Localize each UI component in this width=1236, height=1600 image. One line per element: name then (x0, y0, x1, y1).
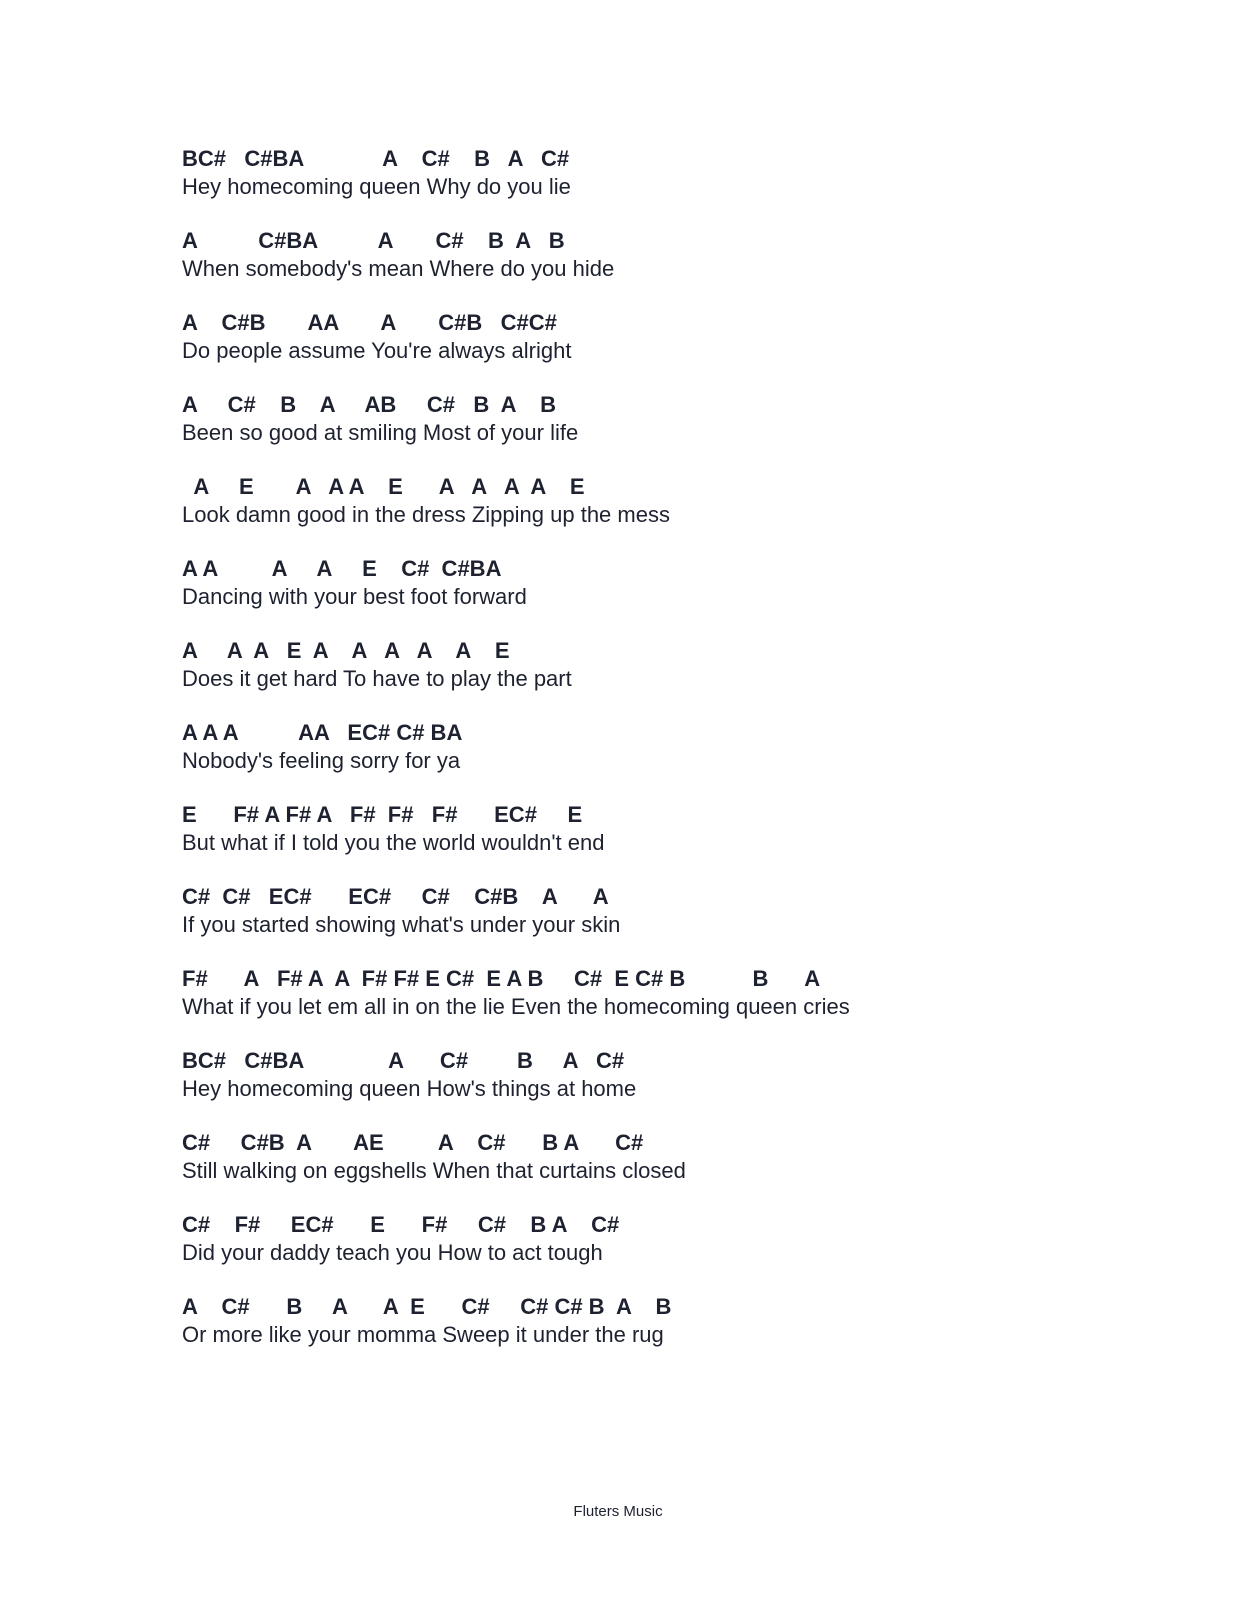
lyric-line: Look damn good in the dress Zipping up the mess (182, 502, 670, 527)
verse-4 (182, 392, 1182, 462)
page-footer: Fluters Music (573, 1503, 663, 1520)
verse-11 (182, 966, 1182, 1036)
note-line: BC# C#BA A C# B A C# (182, 1048, 625, 1073)
verse-2 (182, 228, 1182, 298)
lyric-line: What if you let em all in on the lie Even the homecoming queen cries (182, 994, 850, 1019)
verse-3 (182, 310, 1182, 380)
lyric-line: If you started showing what's under your skin (182, 912, 621, 937)
lyric-line: Do people assume You're always alright (182, 338, 572, 363)
lyric-line: Did your daddy teach you How to act tough (182, 1240, 603, 1265)
lyric-line: Nobody's feeling sorry for ya (182, 748, 461, 773)
lyric-line: Dancing with your best foot forward (182, 584, 527, 609)
note-line: F# A F# A A F# F# E C# E A B C# E C# B B A (182, 966, 821, 991)
note-line: A A A AA EC# C# BA (182, 720, 463, 745)
note-line: BC# C#BA A C# B A C# (182, 146, 570, 171)
note-line: A C# B A AB C# B A B (182, 392, 557, 417)
note-line: C# F# EC# E F# C# B A C# (182, 1212, 620, 1237)
note-line: A A A E A A A A A E (182, 638, 510, 663)
note-line: C# C# EC# EC# C# C#B A A (182, 884, 609, 909)
verse-1 (182, 146, 1182, 216)
lyric-line: Hey homecoming queen How's things at home (182, 1076, 637, 1101)
verse-7 (182, 638, 1182, 708)
verse-14 (182, 1212, 1182, 1282)
note-line: A A A A E C# C#BA (182, 556, 502, 581)
note-line: A C#BA A C# B A B (182, 228, 565, 253)
lyric-line: Hey homecoming queen Why do you lie (182, 174, 571, 199)
verse-5 (182, 474, 1182, 544)
lyric-line: Or more like your momma Sweep it under the rug (182, 1322, 664, 1347)
verse-6 (182, 556, 1182, 626)
verse-9 (182, 802, 1182, 872)
note-line: A C# B A A E C# C# C# B A B (182, 1294, 672, 1319)
note-line: C# C#B A AE A C# B A C# (182, 1130, 644, 1155)
lyric-line: Does it get hard To have to play the part (182, 666, 572, 691)
verse-15 (182, 1294, 1182, 1364)
verse-12 (182, 1048, 1182, 1118)
verse-10 (182, 884, 1182, 954)
lyric-line: Been so good at smiling Most of your life (182, 420, 579, 445)
note-line: E F# A F# A F# F# F# EC# E (182, 802, 583, 827)
lyric-line: When somebody's mean Where do you hide (182, 256, 615, 281)
verse-13 (182, 1130, 1182, 1200)
verse-8 (182, 720, 1182, 790)
note-line: A C#B AA A C#B C#C# (182, 310, 557, 335)
lyric-line: Still walking on eggshells When that curtains closed (182, 1158, 686, 1183)
note-line: A E A A A E A A A A E (182, 474, 585, 499)
lyric-line: But what if I told you the world wouldn't end (182, 830, 605, 855)
